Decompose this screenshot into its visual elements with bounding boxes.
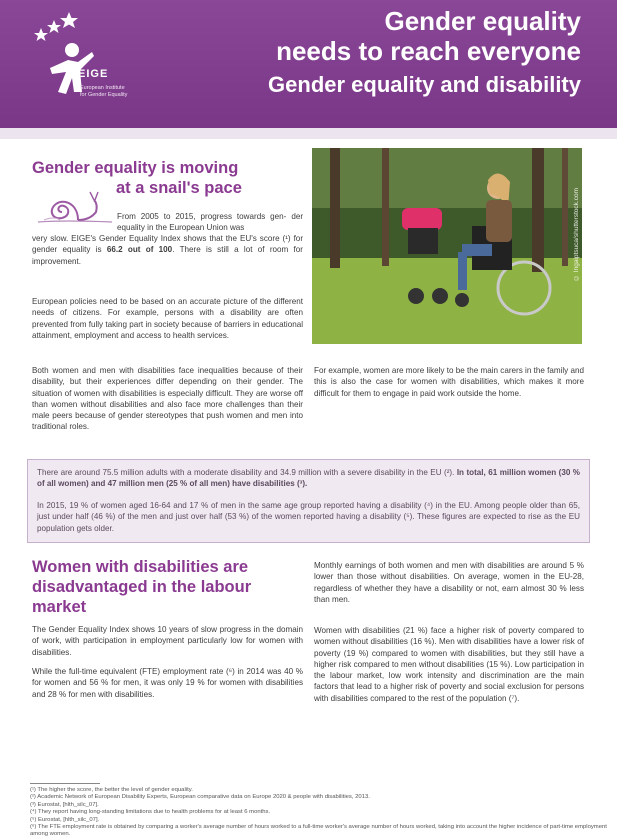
footnotes <box>30 787 610 839</box>
title-line-2: needs to reach everyone <box>276 36 581 66</box>
paragraph-inequalities: Both women and men with disabilities face inequalities because of their disability, but their experiences differ depending on their gender. The situation of women with disabilities is especially difficult. They are worse off than women without disabilities and also face more challenges than their male peers because of gender stereotypes that push women and men into traditional roles. <box>32 366 303 432</box>
paragraph-policies: European policies need to be based on an accurate picture of the different needs of citizens. For example, persons with a disability are often prevented from fully taking part in society because of barriers in educational attainment, employment and access to health services. <box>32 297 303 340</box>
photo-illustration <box>312 148 582 344</box>
logo-subtitle: European Institute for Gender Equality <box>80 85 128 98</box>
footnote-5: (⁵) Eurostat, [hlth_silc_07]. <box>30 816 100 823</box>
box-paragraph-1: There are around 75.5 million adults with a moderate disability and 34.9 million with a severe disability in the EU (²). In total, 61 million women (30 % of all women) and 47 million men (25 % of all men) have disabilities (³). <box>37 468 580 489</box>
index-score: 66.2 out of 100 <box>106 245 173 255</box>
paragraph-fte: While the full-time equivalent (FTE) employment rate (⁶) in 2014 was 40 % for women and 56 % for men, it was only 19 % for women with disabilities and 28 % for men with disabilities. <box>32 667 303 699</box>
star-icon <box>47 20 61 33</box>
footnote-2: (²) Academic Network of European Disability Experts, European comparative data on Europe 2020 & people with disabilities, 2013. <box>30 794 370 801</box>
paragraph-intro: From 2005 to 2015, progress towards gen- der equality in the European Union was <box>117 212 304 233</box>
photo-credit: © Ingaiptsuca/shutterstock.com <box>573 188 580 281</box>
title-line-1: Gender equality <box>384 6 581 36</box>
star-icon <box>34 28 48 41</box>
footnote-6: (⁶) The FTE employment rate is obtained by comparing a worker's average number of hours worked to a full-time worker's average number of hours worked, taking into account the higher incidence of part-time employment among women. <box>30 824 607 838</box>
paragraph-earnings: Monthly earnings of both women and men with disabilities are around 5 % lower than those without disabilities. On average, women in the EU-28, regardless of whether they have a disability or not, earn almost 30 % less than men. <box>314 561 584 604</box>
paragraph-carers: For example, women are more likely to be the main carers in the family and this is also the case for women with disabilities, which makes it more difficult for them to engage in paid work outside the home. <box>314 366 584 398</box>
footnote-3: (³) Eurostat, [hlth_silc_07]. <box>30 801 99 808</box>
section1-heading: Gender equality is moving at a snail's pace <box>32 159 242 197</box>
box-paragraph-2: In 2015, 19 % of women aged 16-64 and 17 % of men in the same age group reported having a disability (⁴) in the EU. Among people older than 65, just under half (46 %) of the men and just over half (53 %) of the women reported having a disability (⁵). These figures are expected to rise as the EU population gets older. <box>37 501 580 533</box>
subtitle: Gender equality and disability <box>268 72 581 97</box>
logo-text: EIGE <box>78 68 109 80</box>
star-icon <box>60 12 78 28</box>
photo-wheelchair <box>312 148 582 344</box>
paragraph-poverty: Women with disabilities (21 %) face a higher risk of poverty compared to women without disabilities (16 %). Men with disabilities have a lower risk of poverty (19 %) compared to women with disabilities, but they still have a higher risk compared to men without disabilities (15 %). Low participation in the labour market, low work intensity and discrimination are the main factors that lead to a higher risk of poverty and social exclusion for persons with disabilities compared to the rest of the population (⁷). <box>314 626 584 703</box>
header-stripe <box>0 128 617 139</box>
statistics-box <box>27 459 590 543</box>
footnote-4: (⁴) They report having long-standing limitations due to health problems for at least 6 months. <box>30 809 271 816</box>
snail-icon <box>34 186 118 230</box>
paragraph-index-work: The Gender Equality Index shows 10 years of slow progress in the domain of work, with participation in employment particularly low for women with disabilities. <box>32 625 303 657</box>
footnote-divider <box>30 783 100 784</box>
footnote-1: (¹) The higher the score, the better the level of gender equality. <box>30 787 193 793</box>
section2-heading: Women with disabilities are disadvantaged in the labour market <box>32 558 252 616</box>
header-banner <box>0 0 617 128</box>
paragraph-intro-cont: very slow. EIGE's Gender Equality Index shows that the EU's score (¹) for gender equality is 66.2 out of 100. There is still a lot of room for improvement. <box>32 234 304 266</box>
